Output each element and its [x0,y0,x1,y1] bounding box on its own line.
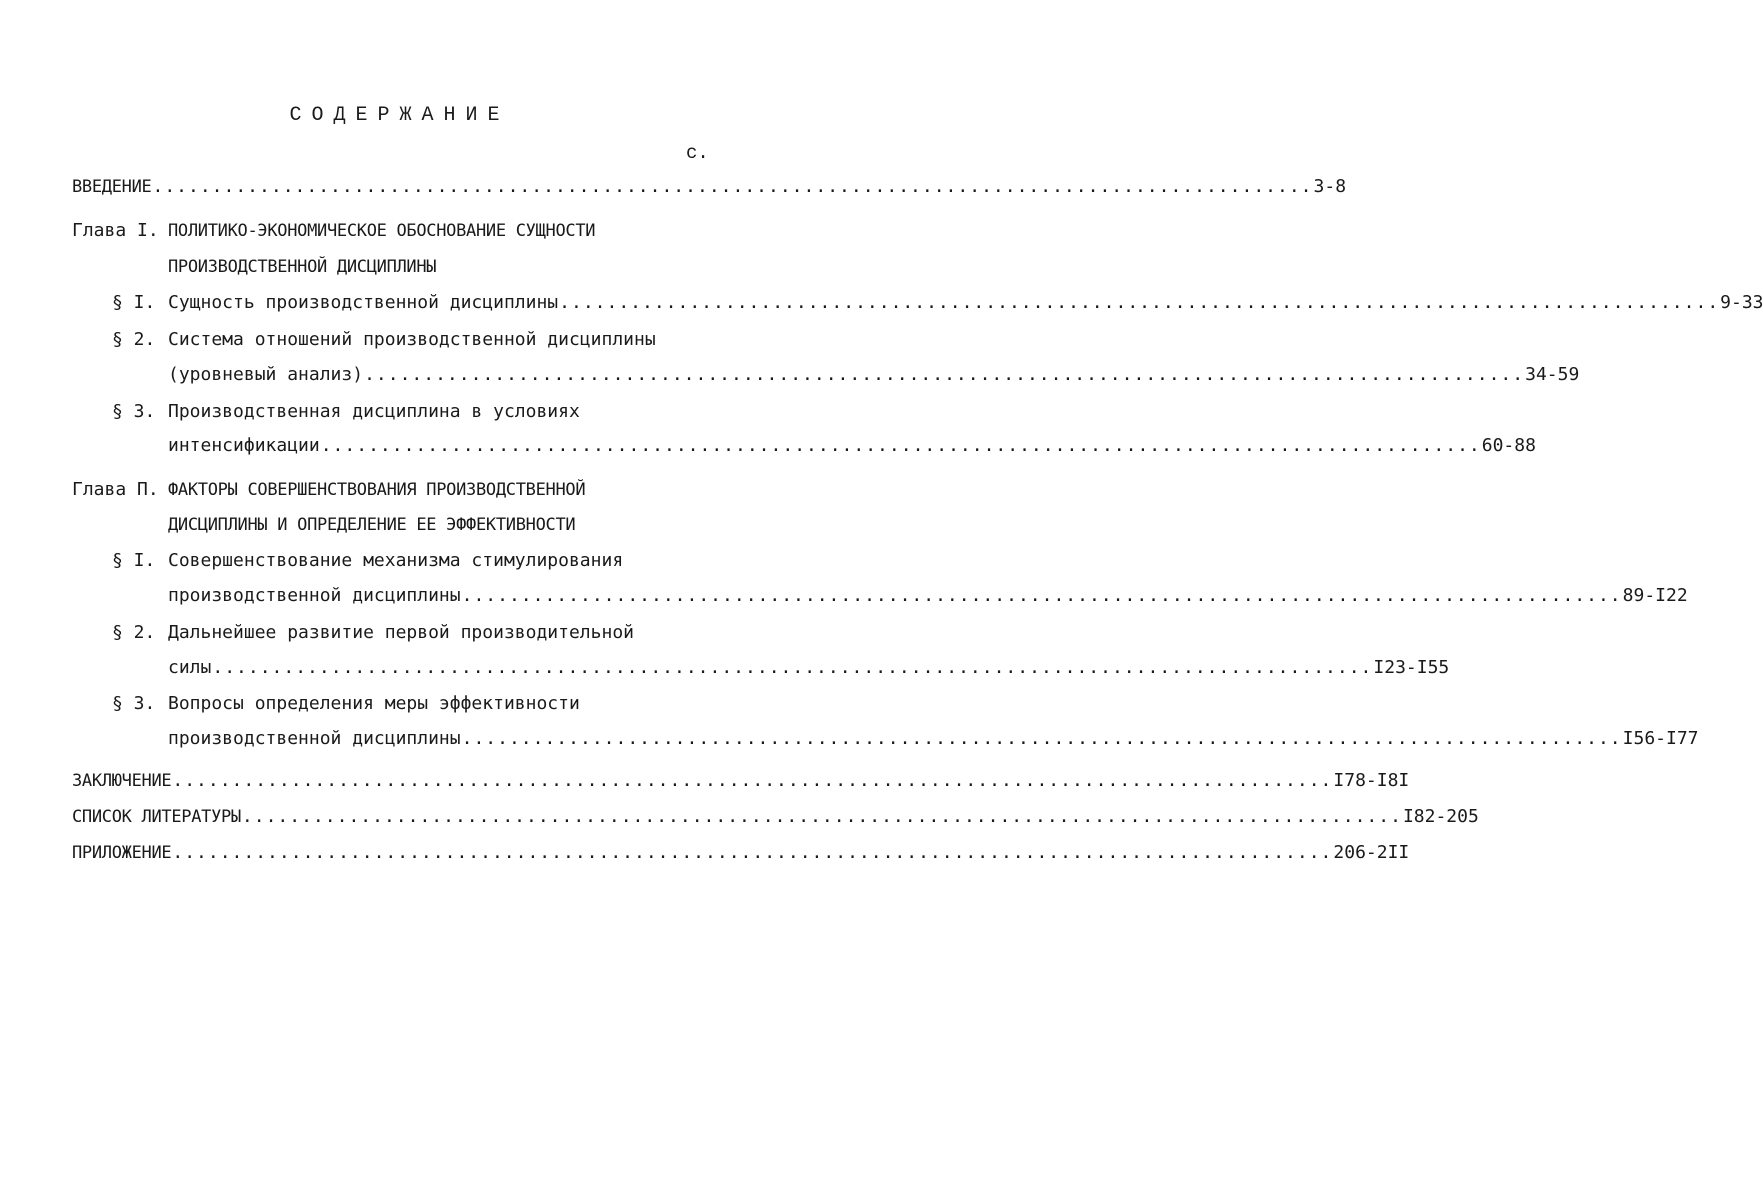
section-number: § 3. [112,401,156,422]
page-column-label: с. [686,142,709,164]
leader-dots: .................................................................................................. [364,364,1525,385]
chapter-2-title-line2: ДИСЦИПЛИНЫ И ОПРЕДЕЛЕНИЕ ЕЕ ЭФФЕКТИВНОСТИ [168,515,576,535]
toc-entry-appendix [72,842,1410,864]
toc-entry-label: интенсификации [168,435,320,456]
leader-dots: .................................................................................................. [461,728,1622,749]
toc-entry-label-line1: Производственная дисциплина в условиях [168,401,580,422]
toc-entry-label: ПРИЛОЖЕНИЕ [72,843,172,863]
chapter-1-title-line2: ПРОИЗВОДСТВЕННОЙ ДИСЦИПЛИНЫ [168,257,437,277]
toc-entry-label: производственной дисциплины [168,728,461,749]
leader-dots: .................................................................................................. [212,657,1373,678]
leader-dots: .................................................................................................. [461,585,1622,606]
toc-entry-pages: 206-2II [1333,842,1410,863]
leader-dots: .................................................................................................. [152,176,1313,197]
toc-entry-1-1 [168,292,1764,314]
toc-entry-label: СПИСОК ЛИТЕРАТУРЫ [72,807,241,827]
toc-entry-2-3 [168,728,1699,750]
chapter-1-title-line1: ПОЛИТИКО-ЭКОНОМИЧЕСКОЕ ОБОСНОВАНИЕ СУЩНОСТИ [168,221,596,241]
section-number: § 3. [112,693,156,714]
toc-entry-pages: I82-205 [1402,806,1479,827]
toc-entry-label: ЗАКЛЮЧЕНИЕ [72,771,172,791]
page-title: СОДЕРЖАНИЕ [289,104,510,127]
toc-entry-label-line1: Система отношений производственной дисциплины [168,329,656,350]
leader-dots: .................................................................................................. [172,770,1333,791]
toc-entry-label-line1: Вопросы определения меры эффективности [168,693,580,714]
toc-entry-pages: I56-I77 [1622,728,1699,749]
toc-entry-label: ВВЕДЕНИЕ [72,177,152,197]
toc-entry-label: Сущность производственной дисциплины [168,292,559,313]
toc-entry-label: силы [168,657,212,678]
leader-dots: .................................................................................................. [559,292,1720,313]
toc-entry-conclusion [72,770,1410,792]
toc-entry-intro [72,176,1347,198]
section-number: § 2. [112,622,156,643]
toc-entry-1-2 [168,364,1580,386]
toc-entry-pages: 89-I22 [1622,585,1688,606]
toc-entry-label-line1: Дальнейшее развитие первой производительной [168,622,634,643]
toc-entry-pages: 60-88 [1481,435,1536,456]
leader-dots: .................................................................................................. [320,435,1481,456]
chapter-2-title-line1: ФАКТОРЫ СОВЕРШЕНСТВОВАНИЯ ПРОИЗВОДСТВЕННОЙ [168,480,586,500]
toc-entry-pages: 3-8 [1313,176,1347,197]
section-number: § I. [112,292,156,313]
toc-entry-references [72,806,1479,828]
toc-entry-pages: 9-33 [1720,292,1764,313]
toc-entry-pages: I23-I55 [1373,657,1450,678]
leader-dots: .................................................................................................. [241,806,1402,827]
toc-entry-pages: I78-I8I [1333,770,1410,791]
toc-entry-label-line1: Совершенствование механизма стимулирования [168,550,624,571]
toc-entry-pages: 34-59 [1525,364,1580,385]
chapter-2-prefix: Глава П. [72,479,159,500]
toc-entry-label: производственной дисциплины [168,585,461,606]
toc-entry-2-1 [168,585,1688,607]
toc-entry-2-2 [168,657,1450,679]
leader-dots: .................................................................................................. [172,842,1333,863]
toc-entry-label: (уровневый анализ) [168,364,364,385]
toc-entry-1-3 [168,435,1536,457]
section-number: § 2. [112,329,156,350]
section-number: § I. [112,550,156,571]
chapter-1-prefix: Глава I. [72,220,159,241]
